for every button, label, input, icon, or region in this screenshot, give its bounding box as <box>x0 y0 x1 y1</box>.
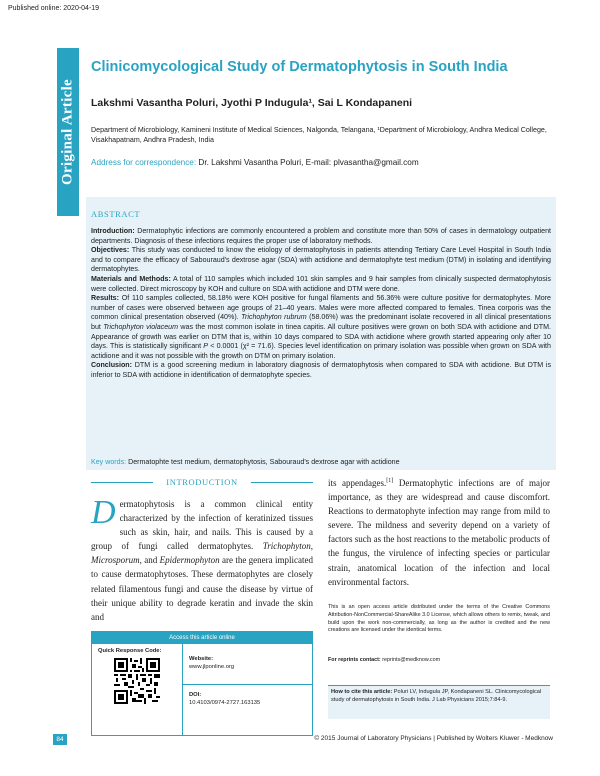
footer-copyright: © 2015 Journal of Laboratory Physicians | Published by Wolters Kluwer - Medknow <box>314 735 553 742</box>
article-title: Clinicomycological Study of Dermatophytosis in South India <box>91 59 508 75</box>
qr-code-icon[interactable] <box>114 658 160 704</box>
heading-rule-right <box>251 482 313 483</box>
abstract-heading: ABSTRACT <box>91 209 141 219</box>
label-results: Results: <box>91 294 119 303</box>
keywords <box>91 458 551 466</box>
introduction-right-column <box>328 474 550 589</box>
abstract-objectives <box>91 246 551 275</box>
introduction-left-column: Dermatophytosis is a common clinical entity characterized by the infection of keratinized tissues such as skin, hair, and nails. This is caused by a group of fungi called dermatophytes. Trichophyton, Microsporum, and Epidermophyton are the genera implicated to cause dermatophytoses. These dermatophytes are closely related filamentous fungi and cause the disease by virtue of their unique ability to degrade keratin and invade the skin and <box>91 494 314 622</box>
abstract-results <box>91 294 551 361</box>
genus-microsporum: Microsporum <box>91 555 140 566</box>
drop-cap: D <box>91 494 116 531</box>
page-number: 84 <box>53 734 67 745</box>
text-results-4: < 0.0001 (χ² = 71.6). Species level identification on primary isolation was possible when grown on SDA with actidione and it was not possible with the growth on DTM on primary isolation. <box>91 342 551 360</box>
p-value-symbol: P <box>203 342 209 351</box>
reprints-email[interactable]: reprints@medknow.com <box>382 657 441 663</box>
access-online-box <box>91 631 313 736</box>
citation-value: Poluri LV, Indugula JP, Kondapaneni SL. Clinicomycological study of dermatophytosis in South India. J Lab Physicians 2015;7:84-9. <box>331 689 542 703</box>
text-conclusion: DTM is a good screening medium in laboratory diagnosis of dermatophytosis when compared to SDA with actidione. But DTM is inferior to SDA with actidione in identification of dermatophyte species. <box>91 361 551 379</box>
article-type-tab <box>57 48 79 216</box>
doi-label: DOI: <box>189 692 202 698</box>
species-rubrum: Trichophyton rubrum <box>241 313 307 322</box>
introduction-heading-text: INTRODUCTION <box>166 477 238 487</box>
genus-trichophyton: Trichophyton <box>262 541 311 552</box>
license-statement: This is an open access article distributed under the terms of the Creative Commons Attribution-NonCommercial-ShareAlike 3.0 License, which allows others to remix, tweak, and build upon the work non-commercially, as long as the author is credited and the new creations are licensed under the identical terms. <box>328 604 550 634</box>
text-results-3: was the most common isolate in tinea capitis. All culture positives were grown on both SDA with actidione and DTM. Appearance of growth was earlier on DTM that is, within 10 days compared to SDA with actidione where growth started appearing only after 10 days. This is statistically significant <box>91 322 551 351</box>
label-conclusion: Conclusion: <box>91 361 132 370</box>
citation-box <box>328 685 550 719</box>
access-divider-vertical <box>182 644 183 736</box>
reprints-label: For reprints contact: <box>328 657 381 663</box>
text-results-1: Of 110 samples collected, 58.18% were KOH positive for fungal filaments and 56.36% were culture positive for dermatophytes. More number of cases were observed between age groups of 21–40 years. Males were more affected compared to females. Tinea corporis was the common clinical presentation observed (40%). <box>91 294 551 322</box>
website-link[interactable]: www.jlponline.org <box>189 664 235 670</box>
access-divider-horizontal <box>182 684 313 685</box>
reprints-contact <box>328 657 550 663</box>
intro-text-4: Dermatophytic infections are of major importance, as they are widespread and cause discomfort. Reactions to dermatophyte infection may range from mild to severe. The mildness and severity depend on a variety of factors such as the host reactions to the metabolic products of the fungus, the virulence of infecting species or particular strain, anatomical location of the infection and local environmental factors. <box>328 478 551 587</box>
text-methods: A total of 110 samples which included 101 skin samples and 9 hair samples from clinically suspected dermatophytosis were collected. Direct microscopy by KOH and culture on SDA with actidione and DTM were done. <box>91 274 551 293</box>
access-heading: Access this article online <box>92 632 312 644</box>
text-results-2: (58.06%) was the predominant isolate recovered in all clinical presentations but <box>91 313 551 331</box>
abstract-body <box>91 227 551 381</box>
correspondence <box>91 158 561 167</box>
page-footer <box>53 734 553 746</box>
species-violaceum: Trichophyton violaceum <box>103 322 179 331</box>
label-objectives: Objectives: <box>91 246 130 255</box>
author-list: Lakshmi Vasantha Poluri, Jyothi P Indugula¹, Sai L Kondapaneni <box>91 97 413 109</box>
genus-epidermophyton: Epidermophyton <box>159 555 220 566</box>
introduction-heading <box>91 477 313 487</box>
abstract-conclusion <box>91 361 551 380</box>
correspondence-label: Address for correspondence: <box>91 158 197 167</box>
qr-code-label: Quick Response Code: <box>98 648 162 654</box>
correspondence-value: Dr. Lakshmi Vasantha Poluri, E-mail: plvasantha@gmail.com <box>198 158 419 167</box>
text-introduction: Dermatophytic infections are commonly encountered a problem and constitute more than 50% of cases in dermatology outpatient departments. Diagnosis of these infections requires the proper use of laboratory methods. <box>91 227 551 245</box>
website-label: Website: <box>189 656 214 662</box>
article-type-label: Original Article <box>59 78 76 186</box>
citation-text <box>331 689 547 704</box>
abstract-methods <box>91 275 551 294</box>
intro-text-2: are the genera implicated to cause dermatophytoses. These dermatophytes are closely related filamentous fungi and cause the disease by virtue of their unique ability to degrade keratin and invade the skin and <box>91 555 313 622</box>
abstract-introduction <box>91 227 551 246</box>
affiliations: Department of Microbiology, Kamineni Institute of Medical Sciences, Nalgonda, Telangana, ¹Department of Microbiology, Andhra Medical College, Visakhapatnam, Andhra Pradesh, India <box>91 126 547 144</box>
citation-label: How to cite this article: <box>331 689 393 695</box>
intro-text-3: its appendages. <box>328 478 387 488</box>
published-online-date: Published online: 2020-04-19 <box>8 5 100 12</box>
label-introduction: Introduction: <box>91 227 135 235</box>
keywords-label: Key words: <box>91 458 127 466</box>
keywords-text: Dermatophte test medium, dermatophytosis, Sabouraud's dextrose agar with actidione <box>128 458 400 466</box>
reference-1[interactable]: [1] <box>386 478 394 484</box>
label-methods: Materials and Methods: <box>91 274 171 283</box>
doi-value[interactable]: 10.4103/0974-2727.163135 <box>189 700 261 706</box>
text-objectives: This study was conducted to know the etiology of dermatophytosis in patients attending Tertiary Care Level Hospital in South India and to compare the efficacy of Sabouraud's dextrose agar (SDA) with actidione and dermatophyte test medium (DTM) in isolating and identifying dermatophytes. <box>91 246 552 274</box>
intro-text-1: ermatophytosis is a common clinical entity characterized by the infection of keratinized tissues such as skin, hair, and nails. This is caused by a group of fungi called dermatophytes. <box>91 499 313 552</box>
